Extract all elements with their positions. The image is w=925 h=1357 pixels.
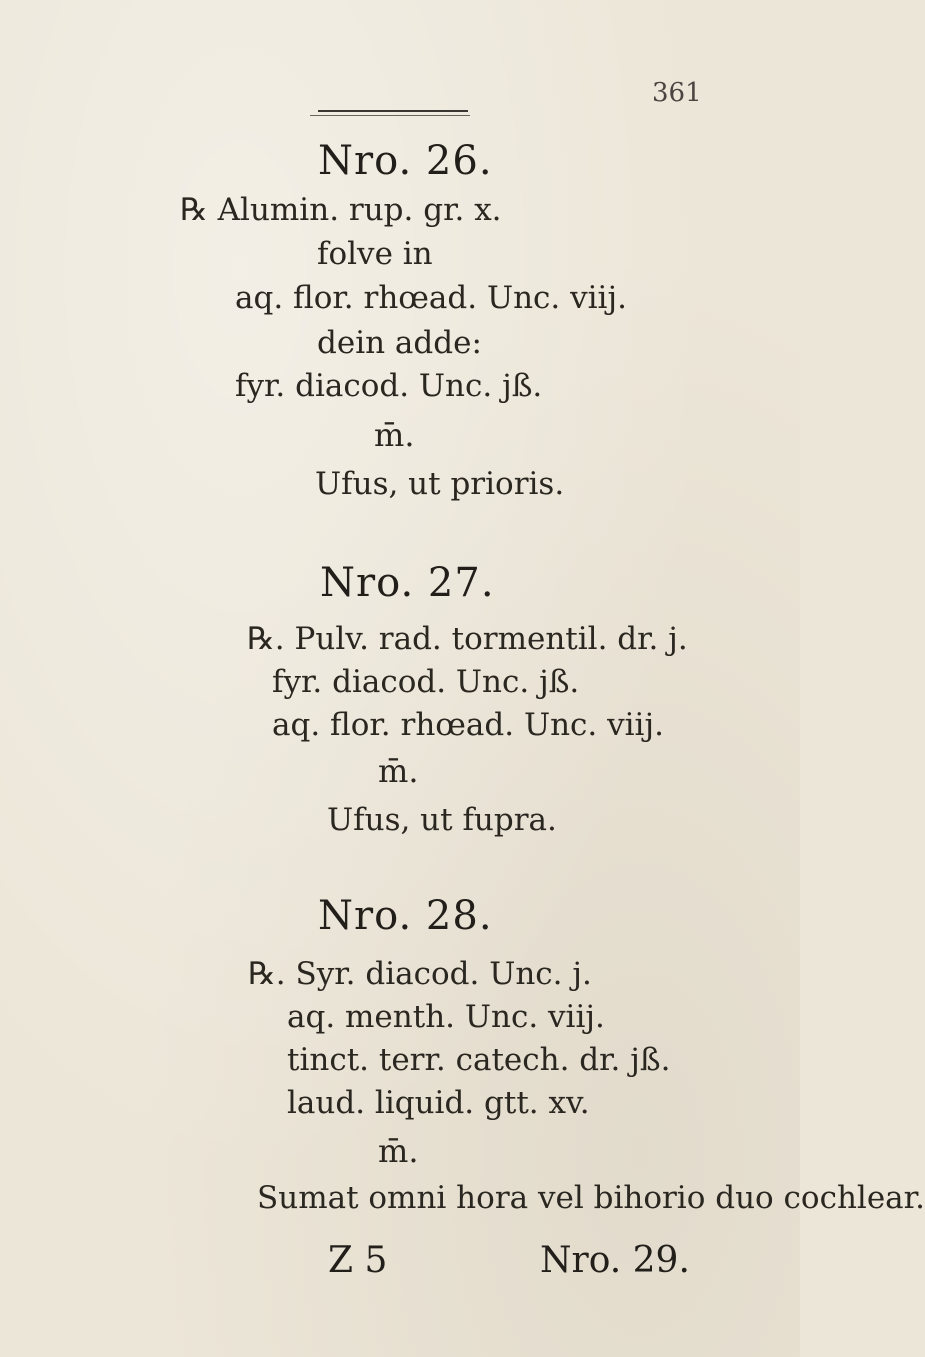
header-rule (318, 110, 468, 112)
recipe-27-misce: m̄. (378, 752, 419, 790)
recipe-28-line-2: aq. menth. Unc. viij. (287, 999, 605, 1035)
recipe-26-line-5: fyr. diacod. Unc. jß. (235, 368, 543, 404)
recipe-28-misce: m̄. (378, 1132, 419, 1170)
header-rule-secondary (310, 115, 470, 116)
catchword: Nro. 29. (540, 1240, 690, 1281)
recipe-26-line-3: aq. flor. rhœad. Unc. viij. (235, 280, 627, 316)
recipe-27-line-3: aq. flor. rhœad. Unc. viij. (272, 707, 664, 743)
recipe-heading-27: Nro. 27. (320, 560, 495, 606)
recipe-27-usage: Ufus, ut fupra. (327, 802, 557, 838)
recipe-heading-26: Nro. 26. (318, 138, 493, 184)
page-number: 361 (652, 78, 702, 108)
recipe-heading-28: Nro. 28. (318, 893, 493, 939)
recipe-28-line-3: tinct. terr. catech. dr. jß. (287, 1042, 671, 1078)
recipe-26-line-2: folve in (317, 236, 433, 272)
recipe-26-misce: m̄. (374, 416, 415, 454)
recipe-26-line-1: ℞ Alumin. rup. gr. x. (180, 192, 502, 228)
recipe-26-usage: Ufus, ut prioris. (315, 466, 565, 502)
signature-mark: Z 5 (328, 1240, 388, 1281)
recipe-28-usage: Sumat omni hora vel bihorio duo cochlear. (257, 1180, 925, 1216)
recipe-27-line-2: fyr. diacod. Unc. jß. (272, 664, 580, 700)
recipe-27-line-1: ℞. Pulv. rad. tormentil. dr. j. (247, 621, 688, 657)
recipe-26-line-4: dein adde: (317, 325, 482, 361)
recipe-28-line-4: laud. liquid. gtt. xv. (287, 1085, 590, 1121)
recipe-28-line-1: ℞. Syr. diacod. Unc. j. (248, 956, 592, 992)
